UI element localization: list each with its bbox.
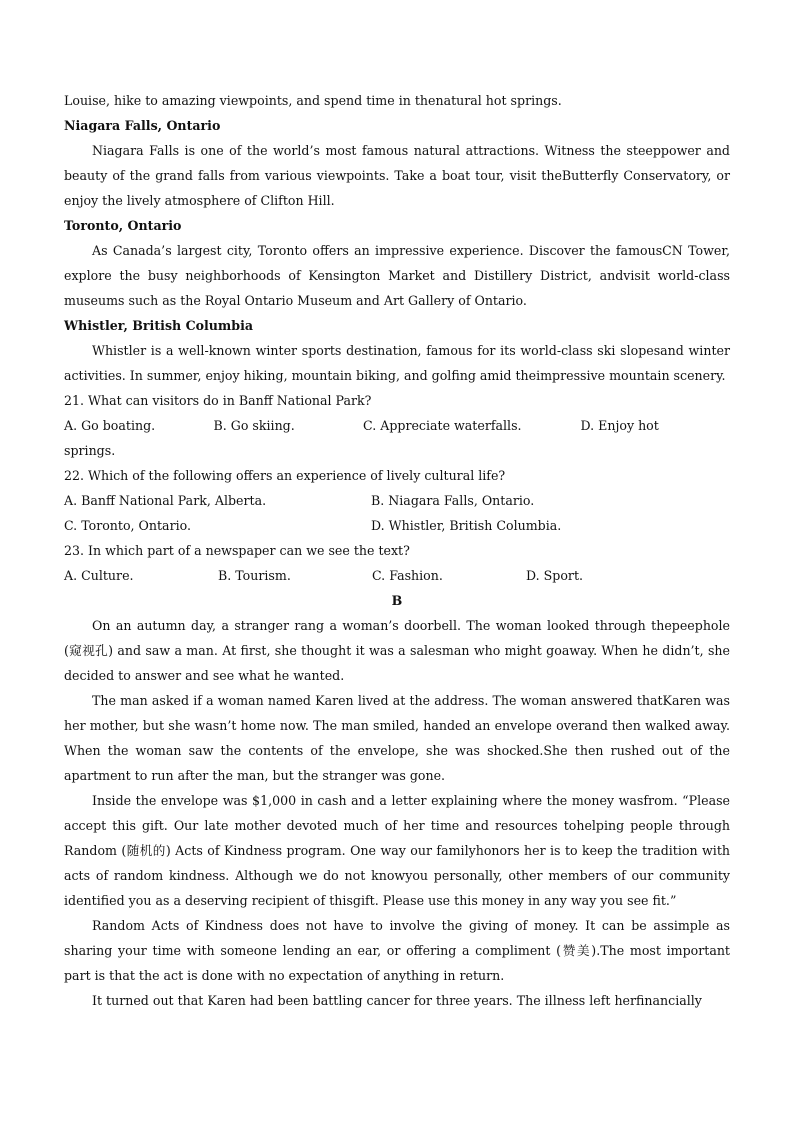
question-options [64,413,730,438]
option-b: B. Tourism. [218,568,291,583]
intro-tail: Louise, hike to amazing viewpoints, and spend time in thenatural hot springs. [64,93,562,108]
question-options [64,513,730,538]
option-b: B. Go skiing. [213,418,295,433]
option-c: C. Toronto, Ontario. [64,518,191,533]
section-body: Whistler is a well-known winter sports destination, famous for its world-class ski slopesand winter activities. In summer, enjoy hiking, mountain biking, and golfing amid theimpressive mountain scenery. [64,343,730,383]
option-c: C. Appreciate waterfalls. [363,418,522,433]
question-stem: 21. What can visitors do in Banff National Park? [64,393,372,408]
section-heading: Toronto, Ontario [64,218,182,233]
part-label: B [391,593,403,608]
option-d: D. Enjoy hot [580,418,659,433]
question-options [64,563,730,588]
question-options [64,488,730,513]
section-body: As Canada’s largest city, Toronto offers an impressive experience. Discover the famousCN Tower, explore the busy neighborhoods of Kensington Market and Distillery District, andvisit world-class museums such as the Royal Ontario Museum and Art Gallery of Ontario. [64,243,730,308]
passage-paragraph: It turned out that Karen had been battling cancer for three years. The illness left herfinancially [92,993,702,1008]
option-a: A. Culture. [64,568,134,583]
option-b: B. Niagara Falls, Ontario. [371,493,535,508]
passage-paragraph: Random Acts of Kindness does not have to involve the giving of money. It can be assimple as sharing your time with someone lending an ear, or offering a compliment (赞美).The most important part is that the act is done with no expectation of anything in return. [64,918,730,983]
section-heading: Niagara Falls, Ontario [64,118,221,133]
option-c: C. Fashion. [372,568,443,583]
section-body: Niagara Falls is one of the world’s most famous natural attractions. Witness the steeppower and beauty of the grand falls from various viewpoints. Take a boat tour, visit theButterfly Conservatory, or enjoy the lively atmosphere of Clifton Hill. [64,143,730,208]
option-a: A. Go boating. [64,418,156,433]
option-wrap: springs. [64,443,116,458]
passage-paragraph: Inside the envelope was $1,000 in cash and a letter explaining where the money wasfrom. “Please accept this gift. Our late mother devoted much of her time and resources tohelping people through Random (随机的) Acts of Kindness program. One way our familyhonors her is to keep the tradition with acts of random kindness. Although we do not knowyou personally, other members of our community identified you as a deserving recipient of thisgift. Please use this money in any way you see fit.” [64,793,730,908]
option-a: A. Banff National Park, Alberta. [64,493,267,508]
option-d: D. Whistler, British Columbia. [371,518,562,533]
option-d: D. Sport. [526,568,584,583]
passage-paragraph: The man asked if a woman named Karen lived at the address. The woman answered thatKaren was her mother, but she wasn’t home now. The man smiled, handed an envelope overand then walked away. When the woman saw the contents of the envelope, she was shocked.She then rushed out of the apartment to run after the man, but the stranger was gone. [64,693,730,783]
document-page [64,88,730,1013]
question-stem: 23. In which part of a newspaper can we see the text? [64,543,410,558]
passage-paragraph: On an autumn day, a stranger rang a woman’s doorbell. The woman looked through thepeephole (窥视孔) and saw a man. At first, she thought it was a salesman who might goaway. When he didn’t, she decided to answer and see what he wanted. [64,618,730,683]
question-stem: 22. Which of the following offers an experience of lively cultural life? [64,468,506,483]
section-heading: Whistler, British Columbia [64,318,254,333]
